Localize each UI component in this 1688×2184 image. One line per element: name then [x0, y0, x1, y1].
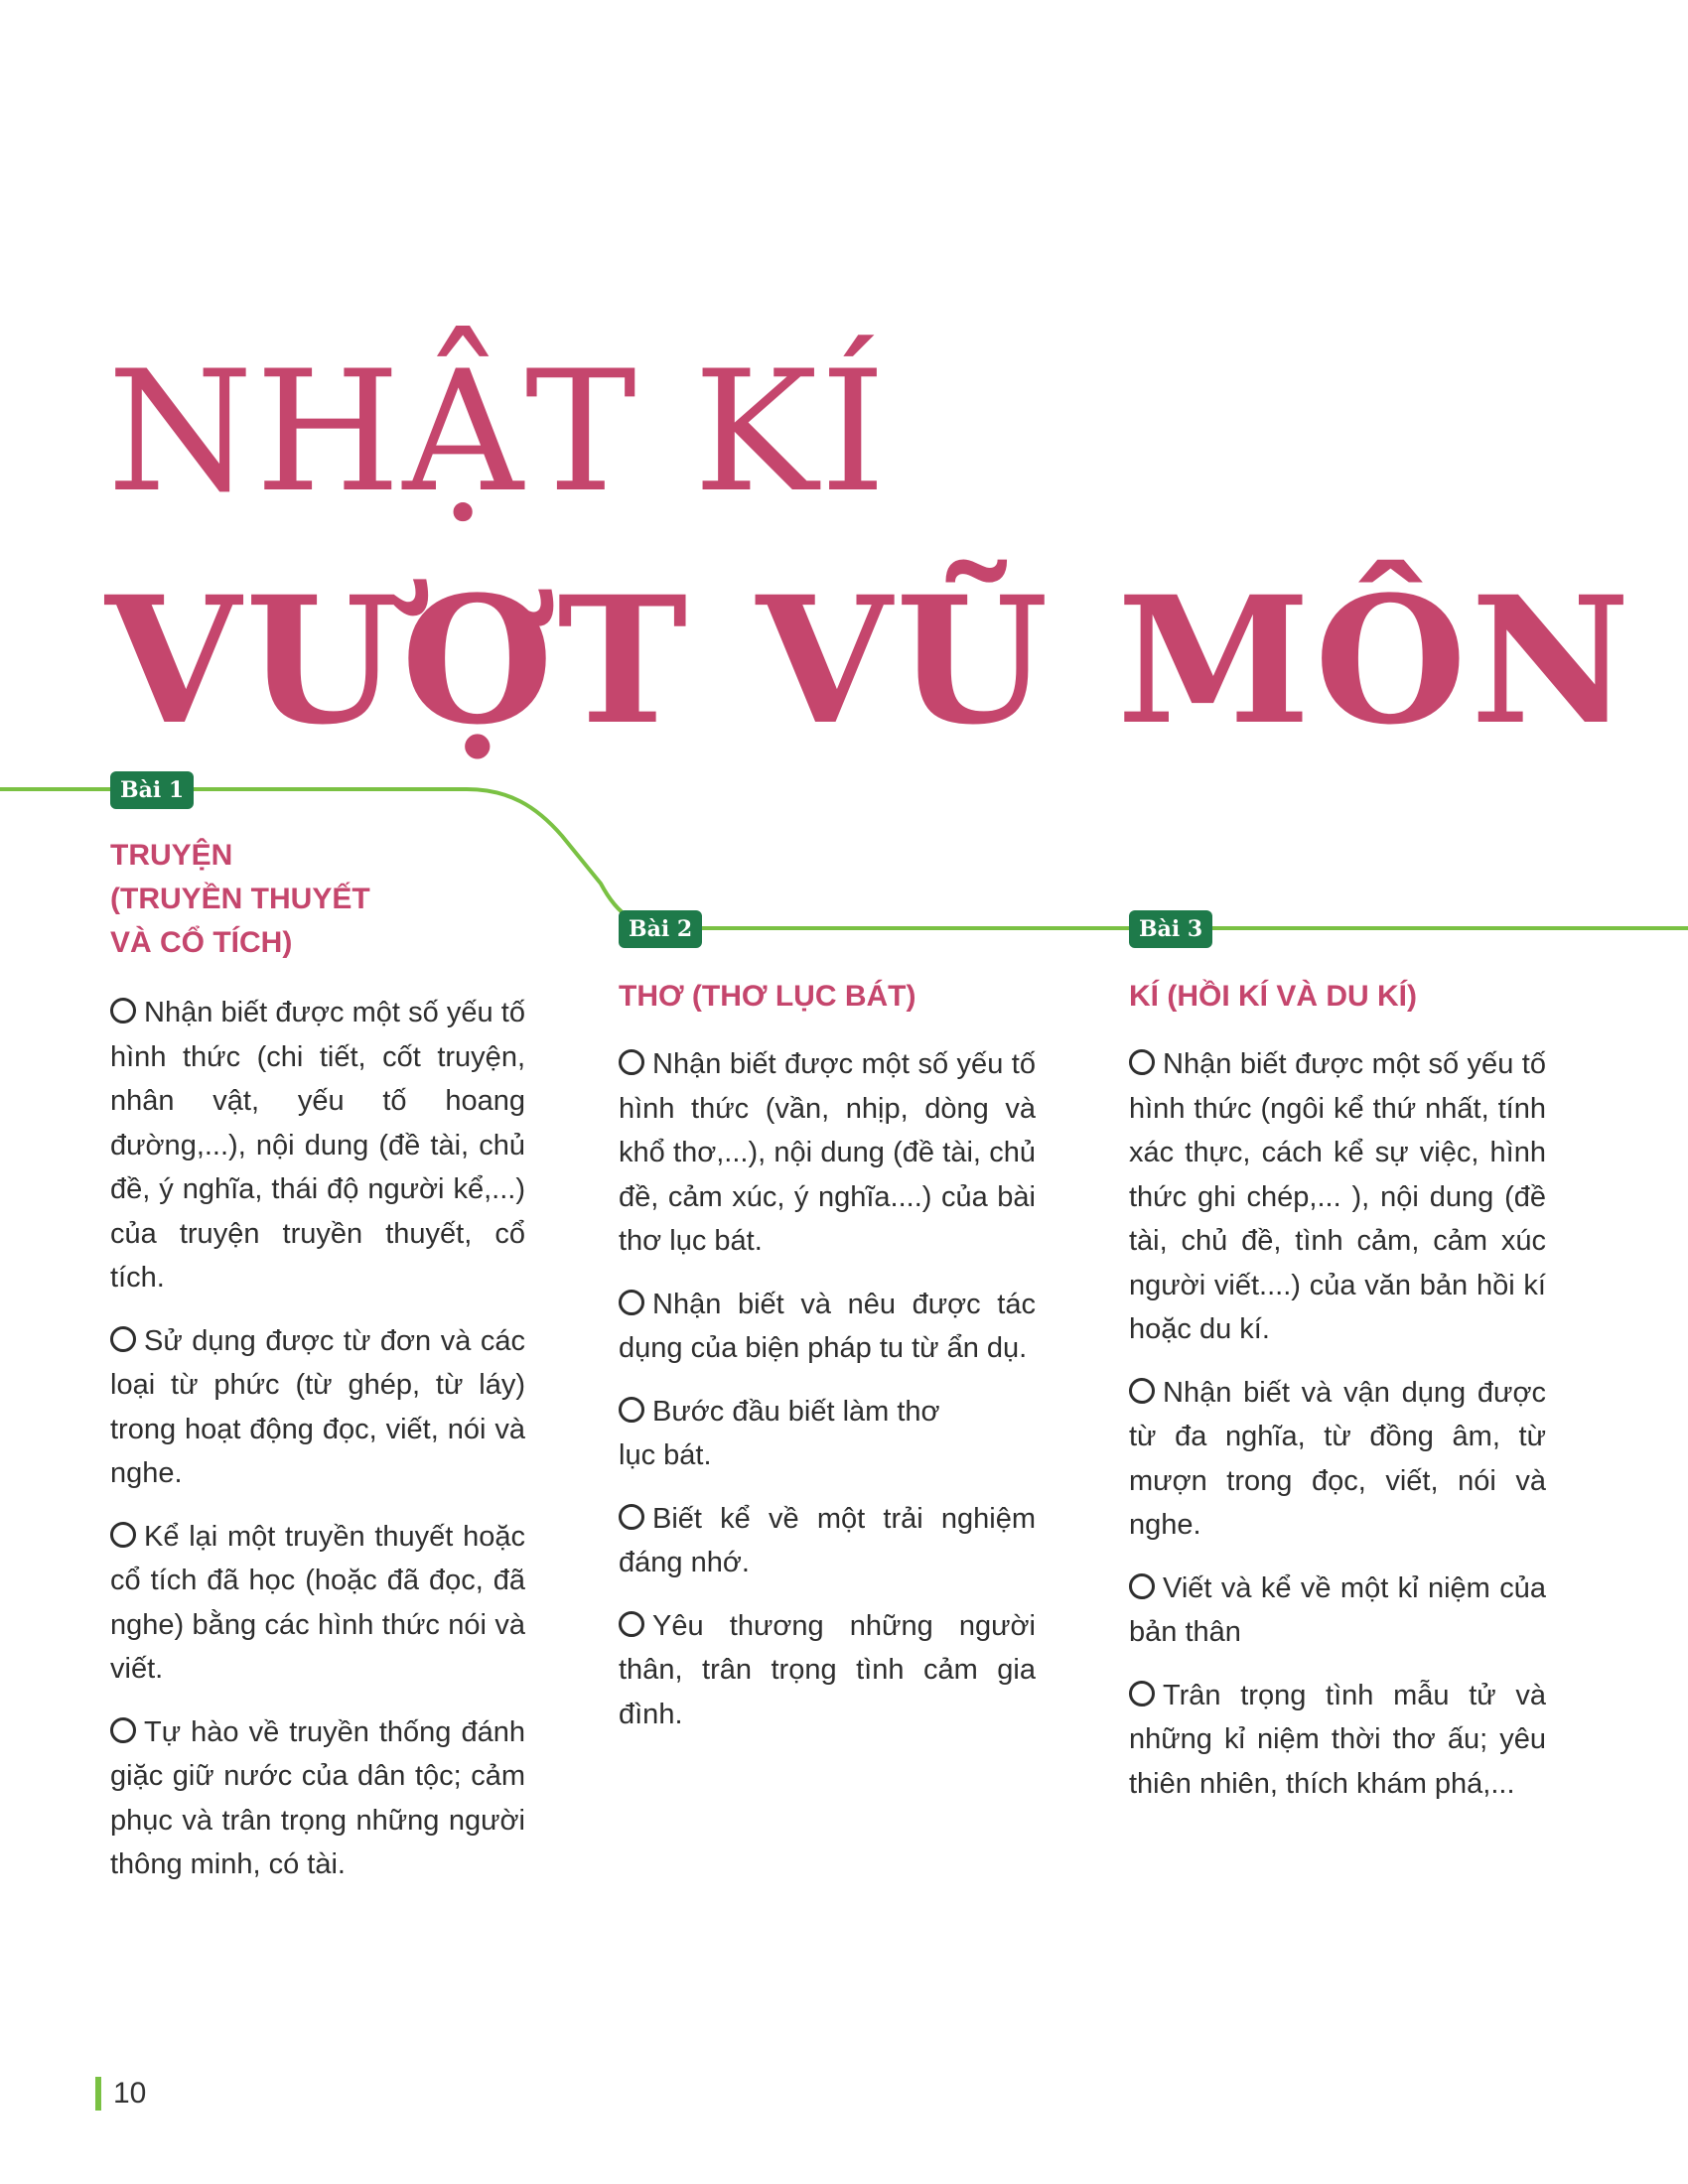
title-line-1: NHẬT KÍ: [107, 334, 889, 529]
objective-text: Kể lại một truyền thuyết hoặc cổ tích đã học (hoặc đã đọc, đã nghe) bằng các hình thức nói và viết.: [110, 1520, 525, 1685]
lesson-1-title-line: (TRUYỀN THUYẾT: [110, 883, 370, 915]
objective-item: [1129, 1371, 1546, 1548]
objective-item: [110, 991, 525, 1300]
lesson-1-title-line: VÀ CỔ TÍCH): [110, 926, 293, 959]
objective-text: Nhận biết được một số yếu tố hình thức (chi tiết, cốt truyện, nhân vật, yếu tố hoang đường,...), nội dung (đề tài, chủ đề, ý nghĩa, thái độ người kể,...) của truyện truyền thuyết, cổ tích.: [110, 997, 525, 1294]
objective-item: [619, 1390, 1036, 1478]
lesson-1-title-line: TRUYỆN: [110, 839, 233, 872]
lesson-3-objectives: [1129, 1042, 1546, 1825]
lesson-1-title: [110, 834, 370, 965]
objective-text: Nhận biết và nêu được tác dụng của biện pháp tu từ ẩn dụ.: [619, 1288, 1036, 1364]
lesson-3-title-line: KÍ (HỒI KÍ VÀ DU KÍ): [1129, 980, 1417, 1013]
circle-bullet-icon: [110, 1522, 136, 1548]
objective-item: [619, 1042, 1036, 1264]
objective-text: Nhận biết được một số yếu tố hình thức (ngôi kể thứ nhất, tính xác thực, cách kể sự việc, hình thức ghi chép,... ), nội dung (đề tài, chủ đề, tình cảm, cảm xúc người viết....) của văn bản hồi kí hoặc du kí.: [1129, 1048, 1546, 1345]
title-line-2: VƯỢT VŨ MÔN: [105, 557, 1634, 763]
lesson-2-badge: Bài 2: [619, 910, 702, 948]
circle-bullet-icon: [110, 998, 136, 1024]
circle-bullet-icon: [1129, 1049, 1155, 1075]
circle-bullet-icon: [619, 1611, 644, 1637]
objective-text: Sử dụng được từ đơn và các loại từ phức (từ ghép, từ láy) trong hoạt động đọc, viết, nói và nghe.: [110, 1324, 525, 1489]
objective-item: [110, 1319, 525, 1496]
circle-bullet-icon: [1129, 1681, 1155, 1706]
objective-item: [1129, 1567, 1546, 1655]
objective-text: Bước đầu biết làm thơ lục bát.: [619, 1395, 940, 1471]
objective-text: Nhận biết và vận dụng được từ đa nghĩa, từ đồng âm, từ mượn trong đọc, viết, nói và nghe.: [1129, 1376, 1546, 1541]
circle-bullet-icon: [1129, 1573, 1155, 1599]
objective-text: Trân trọng tình mẫu tử và những kỉ niệm thời thơ ấu; yêu thiên nhiên, thích khám phá,...: [1129, 1679, 1546, 1800]
lesson-3-title: [1129, 975, 1417, 1019]
lesson-2-title: [619, 975, 915, 1019]
circle-bullet-icon: [619, 1049, 644, 1075]
page-number: 10: [95, 2077, 146, 2111]
objective-item: [619, 1497, 1036, 1585]
circle-bullet-icon: [619, 1397, 644, 1423]
circle-bullet-icon: [1129, 1378, 1155, 1404]
circle-bullet-icon: [110, 1326, 136, 1352]
objective-text: Nhận biết được một số yếu tố hình thức (vần, nhịp, dòng và khổ thơ,...), nội dung (đề tài, chủ đề, cảm xúc, ý nghĩa....) của bài thơ lục bát.: [619, 1048, 1036, 1257]
circle-bullet-icon: [619, 1504, 644, 1530]
objective-text: Viết và kể về một kỉ niệm của bản thân: [1129, 1571, 1546, 1648]
lesson-2-title-line: THƠ (THƠ LỤC BÁT): [619, 980, 916, 1013]
objective-item: [110, 1710, 525, 1887]
objective-item: [1129, 1674, 1546, 1807]
lesson-1-badge: Bài 1: [110, 771, 194, 809]
lesson-2-objectives: [619, 1042, 1036, 1755]
objective-item: [110, 1515, 525, 1692]
objective-text: Biết kể về một trải nghiệm đáng nhớ.: [619, 1502, 1036, 1578]
objective-item: [619, 1604, 1036, 1737]
lesson-1-objectives: [110, 991, 525, 1906]
objective-item: [1129, 1042, 1546, 1352]
circle-bullet-icon: [110, 1717, 136, 1743]
objective-item: [619, 1283, 1036, 1371]
circle-bullet-icon: [619, 1290, 644, 1315]
objective-text: Yêu thương những người thân, trân trọng tình cảm gia đình.: [619, 1609, 1036, 1730]
lesson-3-badge: Bài 3: [1129, 910, 1212, 948]
objective-text: Tự hào về truyền thống đánh giặc giữ nước của dân tộc; cảm phục và trân trọng những người thông minh, có tài.: [110, 1715, 525, 1880]
